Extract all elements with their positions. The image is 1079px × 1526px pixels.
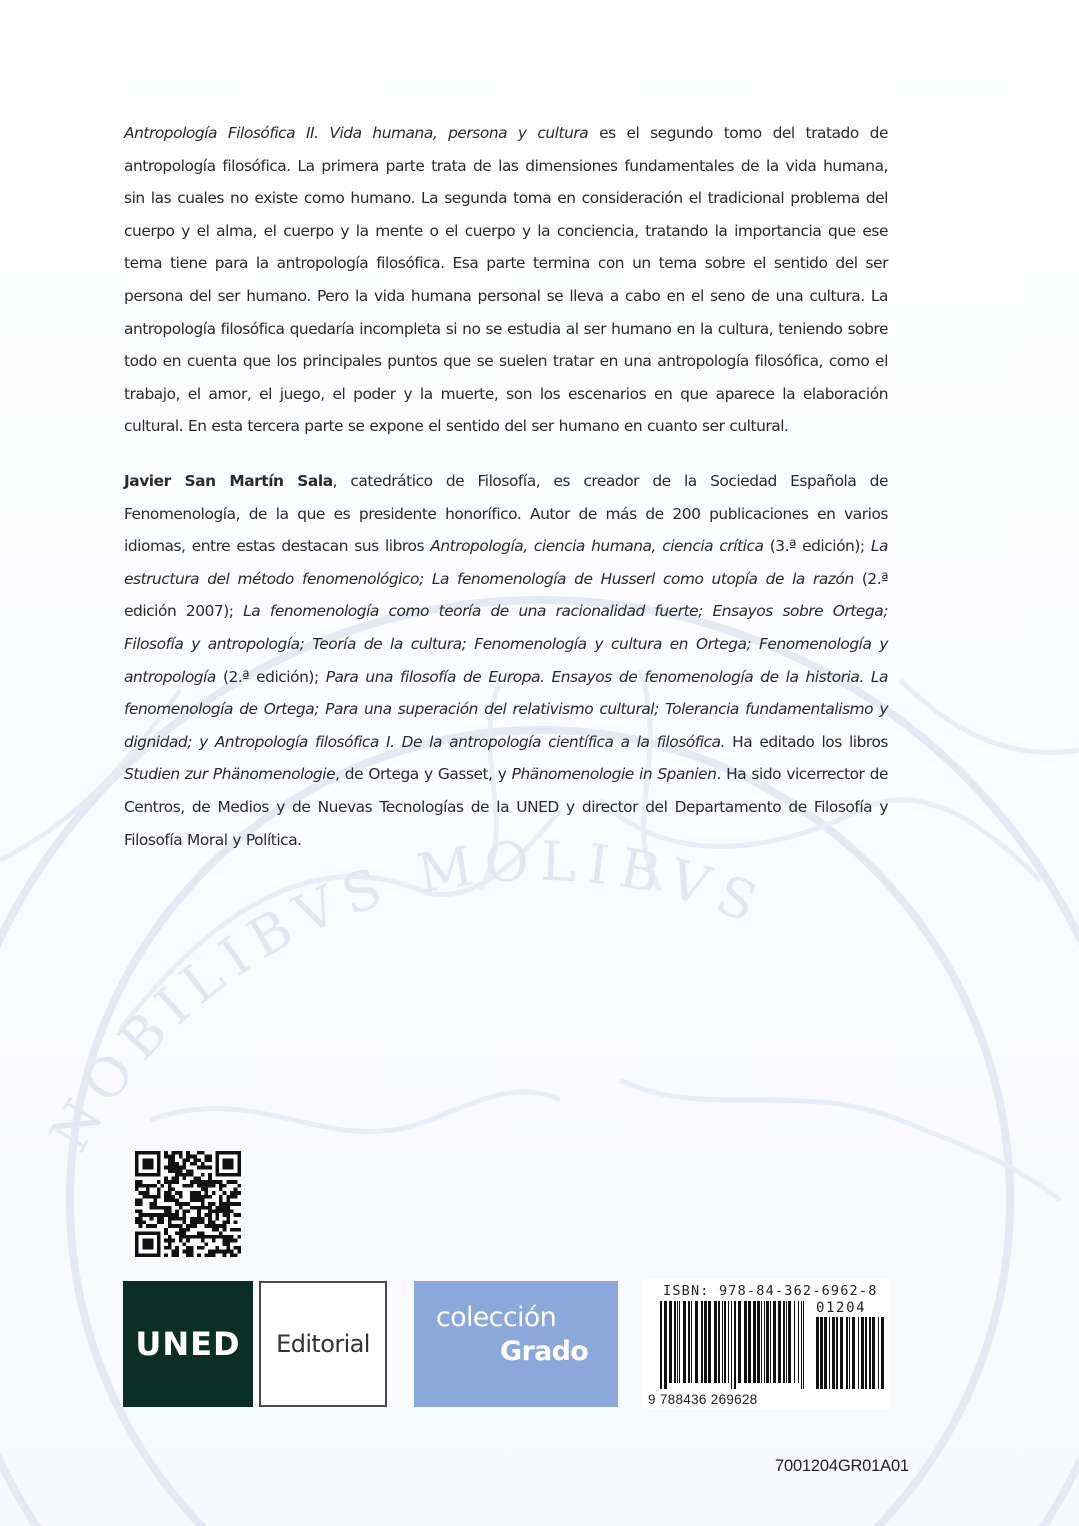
summary-paragraph xyxy=(124,117,888,443)
barcode-digits: 9 788436 269628 xyxy=(648,1392,758,1407)
summary-text: es el segundo tomo del tratado de antropología filosófica. La primera parte trata de las dimensiones fundamentales de la vida humana, sin las cuales no existe como humano. La segunda toma en consideración el tradicional problema del cuerpo y el alma, el cuerpo y la mente o el cuerpo y la conciencia, tratando la importancia que ese tema tiene para la antropología filosófica. Esa parte termina con un tema sobre el sentido del ser persona del ser humano. Pero la vida humana personal se lleva a cabo en el seno de una cultura. La antropología filosófica quedaría incompleta si no se estudia al ser humano en la cultura, teniendo sobre todo en cuenta que los principales puntos que se suelen tratar en una antropología filosófica, como el trabajo, el amor, el juego, el poder y la muerte, son los escenarios en que aparece la elaboración cultural. En esta tercera parte se expone el sentido del ser humano en cuanto ser cultural. xyxy=(124,124,888,436)
isbn-label: ISBN: 978-84-362-6962-8 xyxy=(663,1283,878,1299)
editorial-logo xyxy=(259,1281,387,1407)
bio-text-6: , de Ortega y Gasset, y xyxy=(335,765,512,784)
coleccion-grado-logo xyxy=(414,1281,618,1407)
qr-code-icon[interactable] xyxy=(135,1151,241,1257)
barcode-icon[interactable] xyxy=(658,1301,806,1389)
bio-text-7: . Ha sido vicerrector de Centros, de Medios y de Nuevas Tecnologías de la UNED y director del Departamento de Filosofía y Filosofía Moral y Política. xyxy=(124,765,888,849)
uned-logo-text: UNED xyxy=(135,1325,241,1363)
bio-work-3: La fenomenología como teoría de una racionalidad fuerte; Ensayos sobre Ortega; Filosofía y antropología; Teoría de la cultura; Fenomenología y cultura en Ortega; Fenomenología y antropología xyxy=(124,602,888,686)
seal-inscription: NOBILIBVS MOLIBVS xyxy=(37,829,775,1163)
product-code: 7001204GR01A01 xyxy=(775,1457,909,1475)
bio-work-1: Antropología, ciencia humana, ciencia crítica xyxy=(430,537,764,556)
barcode-addon-number: 01204 xyxy=(816,1300,867,1316)
bio-text-5: Ha editado los libros xyxy=(725,732,888,751)
uned-logo xyxy=(123,1281,253,1407)
book-title: Antropología Filosófica II. Vida humana, persona y cultura xyxy=(124,124,589,142)
barcode-addon-icon xyxy=(814,1317,886,1389)
author-bio-paragraph xyxy=(124,465,888,856)
coleccion-label: colección xyxy=(436,1302,556,1333)
grado-label: Grado xyxy=(500,1336,589,1367)
bio-work-5: Studien zur Phänomenologie xyxy=(124,765,336,784)
bio-text-4: (2.ª edición); xyxy=(215,667,326,686)
bio-work-6: Phänomenologie in Spanien xyxy=(511,765,717,784)
author-name: Javier San Martín Sala xyxy=(124,472,333,490)
bio-text-2: (3.ª edición); xyxy=(763,537,871,556)
bio-text-3: (2.ª edición 2007); xyxy=(124,569,889,621)
bio-work-4: Para una filosofía de Europa. Ensayos de fenomenología de la historia. La fenomenología de Ortega; Para una superación del relativismo cultural; Tolerancia fundamentalismo y dignidad; y Antropología filosófica I. De la antropología científica a la filosófica. xyxy=(124,667,888,751)
bio-text-1: , catedrático de Filosofía, es creador de la Sociedad Española de Fenomenología, de la que es presidente honorífico. Autor de más de 200 publicaciones en varios idiomas, entre estas destacan sus libros xyxy=(124,472,888,556)
bio-work-2: La estructura del método fenomenológico; La fenomenología de Husserl como utopía de la razón xyxy=(124,537,888,588)
editorial-logo-text: Editorial xyxy=(276,1330,370,1358)
